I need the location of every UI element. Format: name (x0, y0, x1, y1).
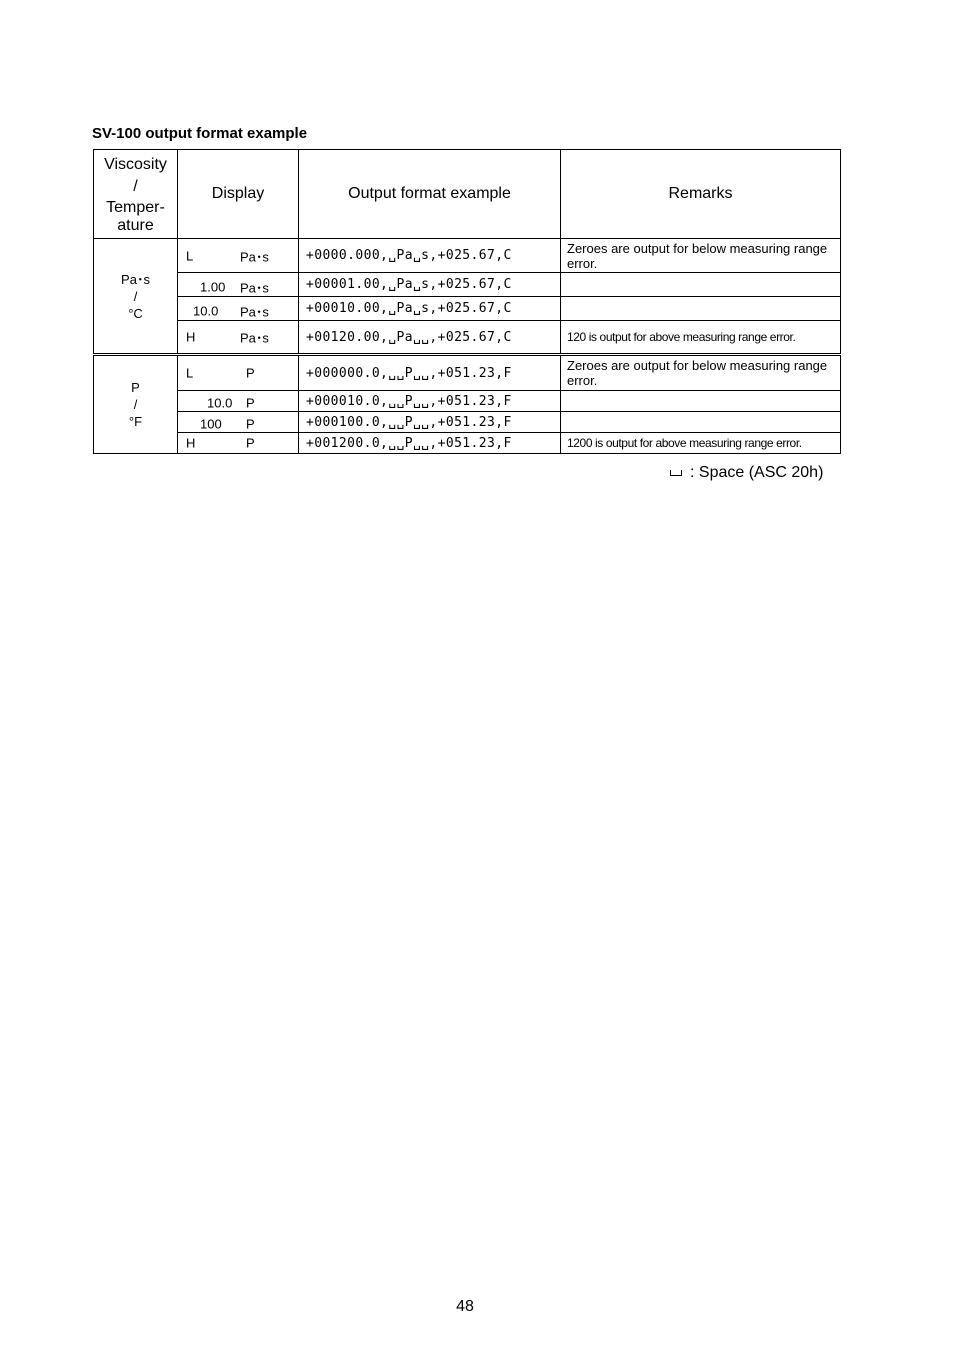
display-value: 1.00 (200, 279, 226, 295)
display-cell (178, 297, 299, 321)
output-cell: +000100.0,␣␣P␣␣,+051.23,F (299, 412, 561, 433)
page-number: 48 (456, 1298, 474, 1315)
display-level: H (186, 329, 196, 345)
header-text: Viscosity (104, 156, 167, 173)
output-cell: +00120.00,␣Pa␣␣,+025.67,C (299, 321, 561, 355)
display-unit: P (246, 395, 255, 411)
unit-text: °F (128, 414, 143, 429)
remark-cell: Zeroes are output for below measuring range error. (561, 239, 841, 273)
space-legend (670, 464, 823, 482)
output-cell: +001200.0,␣␣P␣␣,+051.23,F (299, 433, 561, 454)
display-unit: Pa･s (240, 330, 269, 346)
unit-text: °C (128, 305, 143, 321)
header-viscosity-temperature (94, 150, 178, 239)
display-level: L (186, 365, 194, 381)
display-cell (178, 321, 299, 355)
header-display: Display (178, 150, 299, 239)
remark-cell (561, 391, 841, 412)
display-unit: Pa･s (240, 249, 269, 264)
display-cell (178, 239, 299, 273)
output-cell: +000010.0,␣␣P␣␣,+051.23,F (299, 391, 561, 412)
display-value: 100 (200, 416, 222, 432)
display-cell (178, 273, 299, 297)
table-row (94, 391, 841, 412)
display-unit: P (246, 416, 255, 432)
unit-text: / (133, 397, 138, 412)
header-row (94, 150, 841, 239)
unit-cell (94, 239, 178, 355)
header-text: / (133, 178, 138, 195)
display-cell (178, 355, 299, 391)
header-text: ature (117, 217, 154, 234)
display-cell (178, 412, 299, 433)
legend-text: : Space (ASC 20h) (690, 464, 824, 481)
output-format-table (93, 149, 841, 454)
display-unit: P (246, 435, 255, 451)
unit-text: / (133, 288, 138, 304)
table-row (94, 321, 841, 355)
remark-cell: 1200 is output for above measuring range error. (561, 433, 841, 454)
output-cell: +000000.0,␣␣P␣␣,+051.23,F (299, 355, 561, 391)
output-cell: +00001.00,␣Pa␣s,+025.67,C (299, 273, 561, 297)
unit-text: Pa･s (121, 271, 150, 287)
section-title: SV-100 output format example (92, 125, 308, 142)
remark-cell: 120 is output for above measuring range error. (561, 321, 841, 355)
unit-text: P (131, 380, 140, 395)
display-value: 10.0 (193, 303, 219, 319)
display-unit: Pa･s (240, 280, 269, 296)
display-cell (178, 391, 299, 412)
table-row (94, 412, 841, 433)
table-row (94, 239, 841, 273)
header-output-format: Output format example (299, 150, 561, 239)
table-row (94, 355, 841, 391)
remark-cell (561, 273, 841, 297)
remark-cell (561, 297, 841, 321)
display-level: H (186, 435, 196, 451)
display-cell (178, 433, 299, 454)
display-level: L (186, 248, 194, 263)
unit-cell (94, 355, 178, 454)
remark-cell (561, 412, 841, 433)
table-row (94, 433, 841, 454)
table-row (94, 273, 841, 297)
display-unit: Pa･s (240, 304, 269, 320)
header-remarks: Remarks (561, 150, 841, 239)
table-row (94, 297, 841, 321)
output-cell: +00010.00,␣Pa␣s,+025.67,C (299, 297, 561, 321)
display-value: 10.0 (207, 395, 233, 411)
display-unit: P (246, 365, 255, 381)
header-text: Temper- (106, 199, 165, 216)
output-cell: +0000.000,␣Pa␣s,+025.67,C (299, 239, 561, 273)
space-symbol-icon (670, 470, 682, 476)
remark-cell: Zeroes are output for below measuring range error. (561, 355, 841, 391)
